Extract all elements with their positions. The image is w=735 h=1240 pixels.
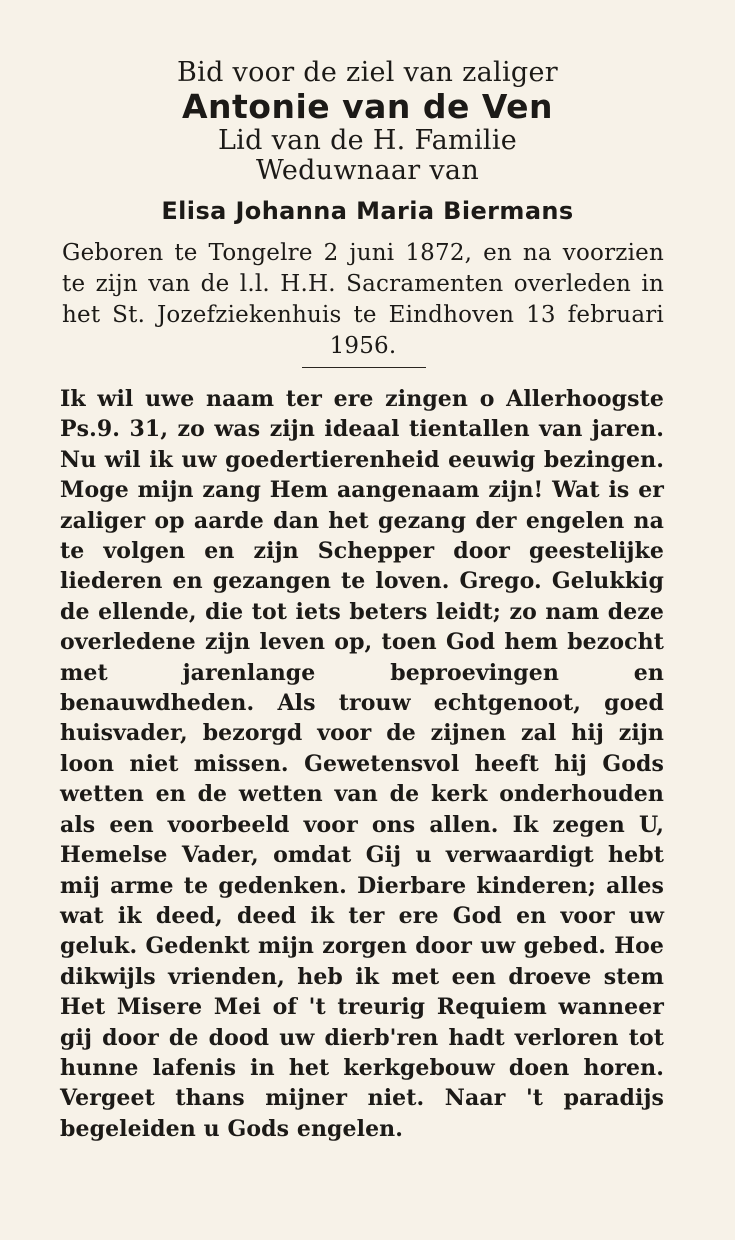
prayer-line: Bid voor de ziel van zaliger [177,57,558,88]
birth-death-text: Geboren te Tongelre 2 juni 1872, en na voorzien te zijn van de l.l. H.H. Sacramenten overleden in het St. Jozefziekenhuis te Eindhoven 13 februari 1956. [62,240,664,359]
divider-line [302,367,426,368]
member-line: Lid van de H. Familie [217,125,518,156]
widower-line: Weduwnaar van [255,155,480,186]
deceased-name: Antonie van de Ven [181,87,554,126]
memorial-text: Ik wil uwe naam ter ere zingen o Allerhoogste Ps.9. 31, zo was zijn ideaal tientallen van jaren. Nu wil ik uw goedertierenheid eeuwig bezingen. Moge mijn zang Hem aangenaam zijn! Wat is er zaliger op aarde dan het gezang der engelen na te volgen en zijn Schepper door geestelijke liederen en gezangen te loven. Grego. Gelukkig de ellende, die tot iets beters leidt; zo nam deze overledene zijn leven op, toen God hem bezocht met jarenlange beproevingen en benauwdheden. Als trouw echtgenoot, goed huisvader, bezorgd voor de zijnen zal hij zijn loon niet missen. Gewetensvol heeft hij Gods wetten en de wetten van de kerk onderhouden als een voorbeeld voor ons allen. Ik zegen U, Hemelse Vader, omdat Gij u verwaardigt hebt mij arme te gedenken. Dierbare kinderen; alles wat ik deed, deed ik ter ere God en voor uw geluk. Gedenkt mijn zorgen door uw gebed. Hoe dikwijls vrienden, heb ik met een droeve stem Het Misere Mei of 't treurig Requiem wanneer gij door de dood uw dierb'ren hadt verloren tot hunne lafenis in het kerkgebouw doen horen. Vergeet thans mijner niet. Naar 't paradijs begeleiden u Gods engelen. [60,386,664,1142]
spouse-name: Elisa Johanna Maria Biermans [161,197,574,225]
card-header [0,58,735,226]
